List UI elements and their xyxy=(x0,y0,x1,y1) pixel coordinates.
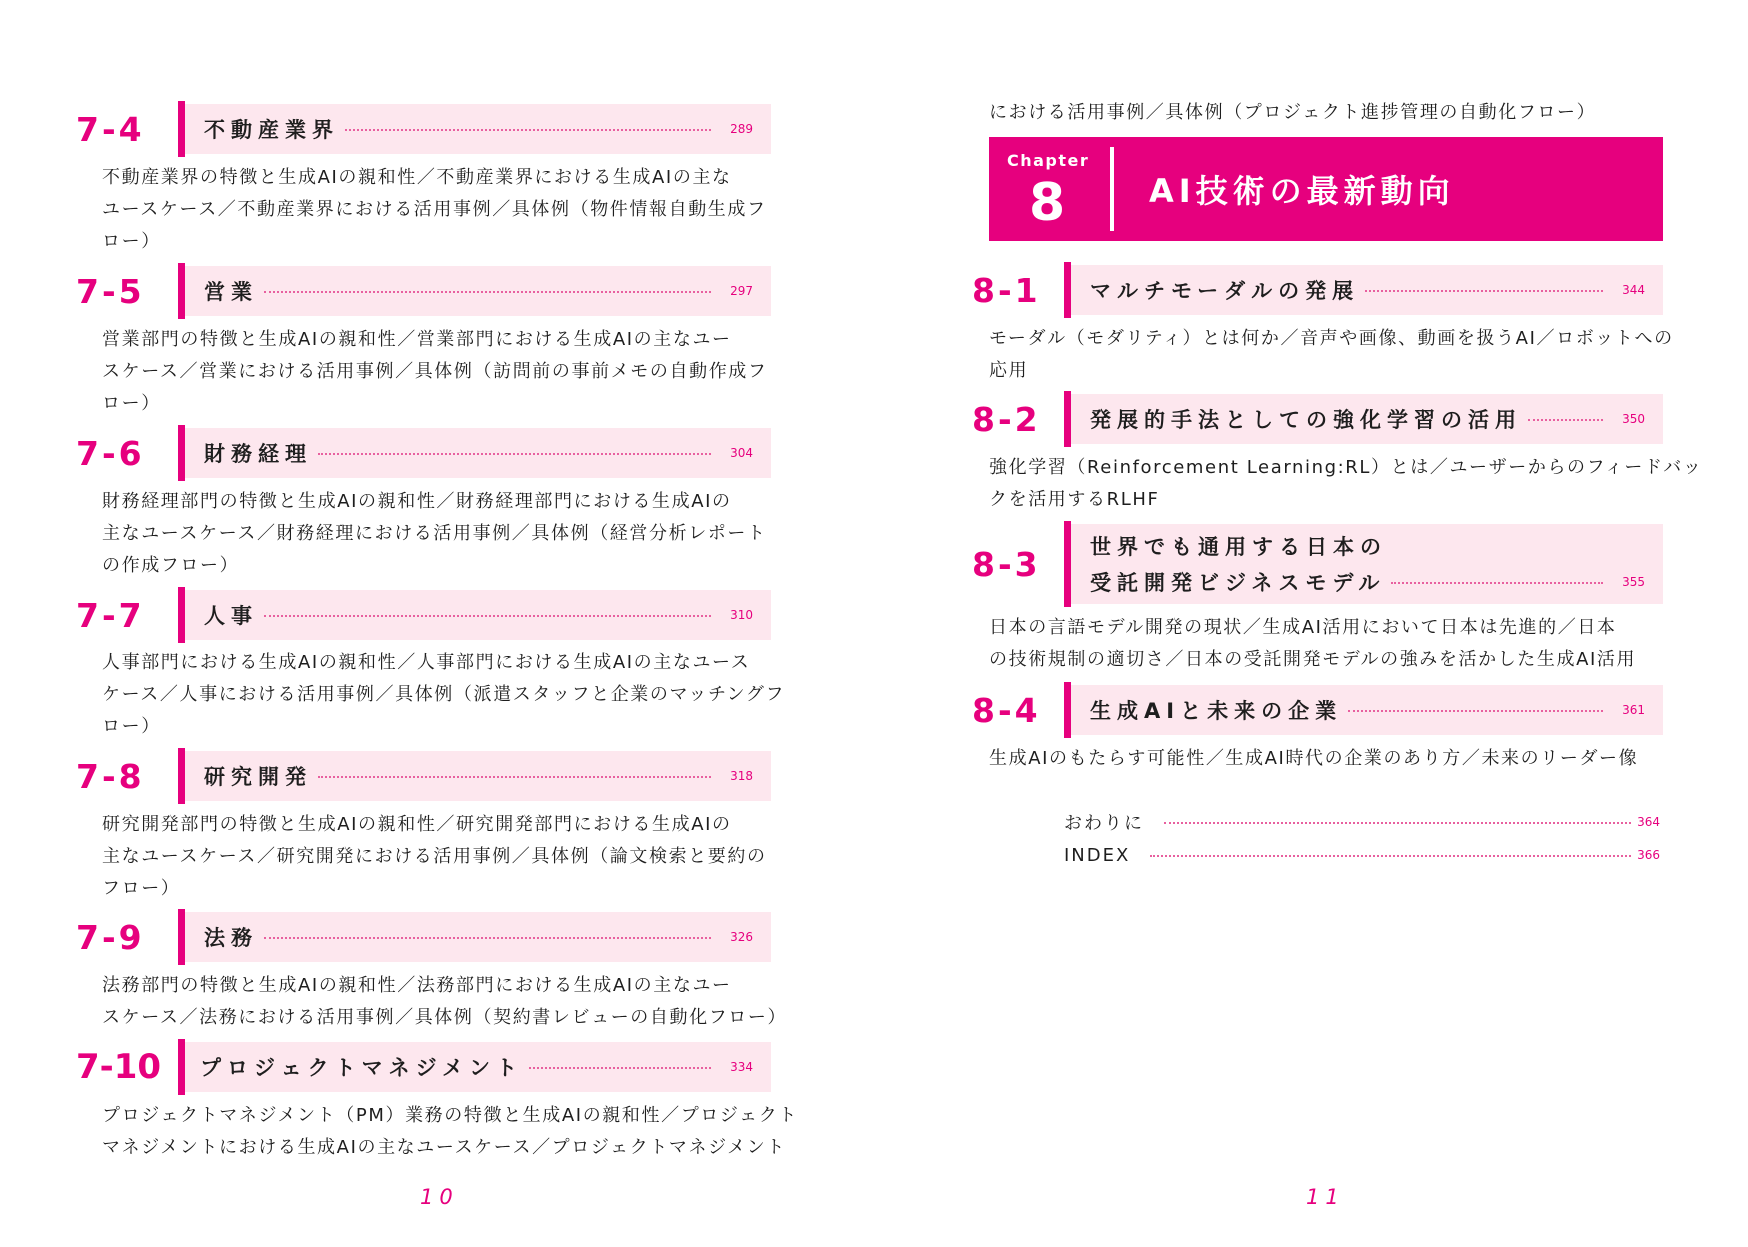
section-description-7-9 xyxy=(102,970,787,1034)
section-number: 8-1 xyxy=(972,270,1041,310)
desc-line: ロー） xyxy=(102,231,161,252)
leader-dots xyxy=(529,1067,711,1069)
section-title: マルチモーダルの発展 xyxy=(1090,279,1360,303)
desc-line: 日本の言語モデル開発の現状／生成AI活用において日本は先進的／日本 xyxy=(989,617,1617,638)
section-title: 生成AIと未来の企業 xyxy=(1090,699,1343,723)
desc-line: フロー） xyxy=(102,878,181,899)
section-header-8-3[interactable] xyxy=(972,524,1663,604)
desc-line: 強化学習（Reinforcement Learning:RL）とは／ユーザーからのフィードバッ xyxy=(989,457,1703,478)
section-header-7-7[interactable] xyxy=(76,590,771,640)
section-header-8-4[interactable] xyxy=(972,685,1663,735)
desc-line: ケース／人事における活用事例／具体例（派遣スタッフと企業のマッチングフ xyxy=(102,684,786,705)
section-description-8-4 xyxy=(989,743,1638,775)
desc-line: クを活用するRLHF xyxy=(989,489,1160,510)
page-number: 326 xyxy=(730,930,753,944)
desc-line: ロー） xyxy=(102,393,161,414)
desc-line: における活用事例／具体例（プロジェクト進捗管理の自動化フロー） xyxy=(989,102,1597,123)
section-title-line-2: 受託開発ビジネスモデル xyxy=(1090,571,1386,595)
section-number: 7-9 xyxy=(76,917,145,957)
section-description-7-6 xyxy=(102,486,767,582)
section-header-7-10[interactable] xyxy=(76,1042,771,1092)
right-page xyxy=(874,0,1748,1247)
page-number: 304 xyxy=(730,446,753,460)
entry-label: おわりに xyxy=(1064,813,1144,834)
section-number: 8-2 xyxy=(972,399,1041,439)
section-description-8-2 xyxy=(989,452,1702,516)
leader-dots xyxy=(1348,710,1603,712)
desc-line: スケース／法務における活用事例／具体例（契約書レビューの自動化フロー） xyxy=(102,1007,788,1028)
leader-dots xyxy=(1391,582,1603,584)
page-number: 344 xyxy=(1622,283,1645,297)
section-title: 法務 xyxy=(204,926,258,950)
section-description-7-7 xyxy=(102,647,785,743)
page-number: 297 xyxy=(730,284,753,298)
leader-dots xyxy=(264,615,711,617)
section-title: 発展的手法としての強化学習の活用 xyxy=(1090,408,1522,432)
desc-line: 主なユースケース／財務経理における活用事例／具体例（経営分析レポート xyxy=(102,523,767,544)
section-description-7-10 xyxy=(102,1100,798,1164)
section-number: 7-8 xyxy=(76,756,145,796)
leader-dots xyxy=(1528,419,1603,421)
section-header-7-9[interactable] xyxy=(76,912,771,962)
leader-dots xyxy=(318,453,711,455)
section-header-7-5[interactable] xyxy=(76,266,771,316)
accent-bar xyxy=(178,1039,185,1095)
section-title: 営業 xyxy=(204,280,258,304)
desc-line: ユースケース／不動産業界における活用事例／具体例（物件情報自動生成フ xyxy=(102,199,767,220)
desc-line: 主なユースケース／研究開発における活用事例／具体例（論文検索と要約の xyxy=(102,846,767,867)
continued-description xyxy=(989,97,1596,129)
desc-line: 法務部門の特徴と生成AIの親和性／法務部門における生成AIの主なユー xyxy=(102,975,732,996)
page-number: 361 xyxy=(1622,703,1645,717)
accent-bar xyxy=(178,909,185,965)
section-number: 7-7 xyxy=(76,595,145,635)
section-number: 7-10 xyxy=(76,1047,162,1087)
desc-line: 財務経理部門の特徴と生成AIの親和性／財務経理部門における生成AIの xyxy=(102,491,732,512)
accent-bar xyxy=(178,748,185,804)
chapter-label: Chapter xyxy=(1007,151,1090,170)
section-description-7-4 xyxy=(102,162,767,258)
toc-entry-afterword[interactable] xyxy=(1064,808,1660,836)
leader-dots xyxy=(1164,822,1631,824)
leader-dots xyxy=(1365,290,1603,292)
leader-dots xyxy=(264,291,711,293)
page-number: 366 xyxy=(1637,848,1660,862)
section-description-8-3 xyxy=(989,612,1636,676)
accent-bar xyxy=(1064,521,1071,607)
desc-line: 応用 xyxy=(989,360,1029,381)
section-number: 7-4 xyxy=(76,109,145,149)
desc-line: 営業部門の特徴と生成AIの親和性／営業部門における生成AIの主なユー xyxy=(102,329,732,350)
page-number: 310 xyxy=(730,608,753,622)
desc-line: プロジェクトマネジメント（PM）業務の特徴と生成AIの親和性／プロジェクト xyxy=(102,1105,798,1126)
section-title: プロジェクトマネジメント xyxy=(200,1056,523,1080)
accent-bar xyxy=(1064,262,1071,318)
accent-bar xyxy=(178,263,185,319)
desc-line: 研究開発部門の特徴と生成AIの親和性／研究開発部門における生成AIの xyxy=(102,814,732,835)
section-title: 不動産業界 xyxy=(204,118,339,142)
desc-line: の技術規制の適切さ／日本の受託開発モデルの強みを活かした生成AI活用 xyxy=(989,649,1637,670)
accent-bar xyxy=(178,425,185,481)
desc-line: 生成AIのもたらす可能性／生成AI時代の企業のあり方／未来のリーダー像 xyxy=(989,748,1639,769)
section-title: 財務経理 xyxy=(204,442,312,466)
page-number: 334 xyxy=(730,1060,753,1074)
chapter-number: 8 xyxy=(1029,173,1066,233)
section-title-line-1: 世界でも通用する日本の xyxy=(1090,535,1387,559)
section-title: 人事 xyxy=(204,604,258,628)
section-number: 8-4 xyxy=(972,690,1041,730)
accent-bar xyxy=(178,587,185,643)
leader-dots xyxy=(345,129,711,131)
accent-bar xyxy=(178,101,185,157)
desc-line: マネジメントにおける生成AIの主なユースケース／プロジェクトマネジメント xyxy=(102,1137,786,1158)
leader-dots xyxy=(1150,855,1631,857)
toc-entry-index[interactable] xyxy=(1064,841,1660,869)
desc-line: 不動産業界の特徴と生成AIの親和性／不動産業界における生成AIの主な xyxy=(102,167,732,188)
page-number: 364 xyxy=(1637,815,1660,829)
page-number: 355 xyxy=(1622,575,1645,589)
desc-line: モーダル（モダリティ）とは何か／音声や画像、動画を扱うAI／ロボットへの xyxy=(989,328,1674,349)
page-folio: 11 xyxy=(1306,1185,1345,1209)
chapter-title: AI技術の最新動向 xyxy=(1149,172,1455,210)
page-number: 350 xyxy=(1622,412,1645,426)
desc-line: ロー） xyxy=(102,716,161,737)
section-header-8-1[interactable] xyxy=(972,265,1663,315)
section-description-7-8 xyxy=(102,809,767,905)
section-header-7-8[interactable] xyxy=(76,751,771,801)
desc-line: の作成フロー） xyxy=(102,555,240,576)
page-number: 318 xyxy=(730,769,753,783)
desc-line: 人事部門における生成AIの親和性／人事部門における生成AIの主なユース xyxy=(102,652,751,673)
page-number: 289 xyxy=(730,122,753,136)
section-header-7-4[interactable] xyxy=(76,104,771,154)
section-description-7-5 xyxy=(102,324,768,420)
accent-bar xyxy=(1064,682,1071,738)
desc-line: スケース／営業における活用事例／具体例（訪問前の事前メモの自動作成フ xyxy=(102,361,768,382)
leader-dots xyxy=(318,776,711,778)
section-number: 7-6 xyxy=(76,433,145,473)
entry-label: INDEX xyxy=(1064,844,1131,866)
accent-bar xyxy=(1064,391,1071,447)
section-header-8-2[interactable] xyxy=(972,394,1663,444)
section-description-8-1 xyxy=(989,323,1674,387)
section-number: 8-3 xyxy=(972,544,1041,584)
leader-dots xyxy=(264,937,711,939)
page-folio: 10 xyxy=(420,1185,459,1209)
section-header-7-6[interactable] xyxy=(76,428,771,478)
section-title: 研究開発 xyxy=(204,765,312,789)
section-number: 7-5 xyxy=(76,271,145,311)
chapter-banner[interactable] xyxy=(989,137,1663,241)
chapter-divider xyxy=(1110,147,1114,231)
